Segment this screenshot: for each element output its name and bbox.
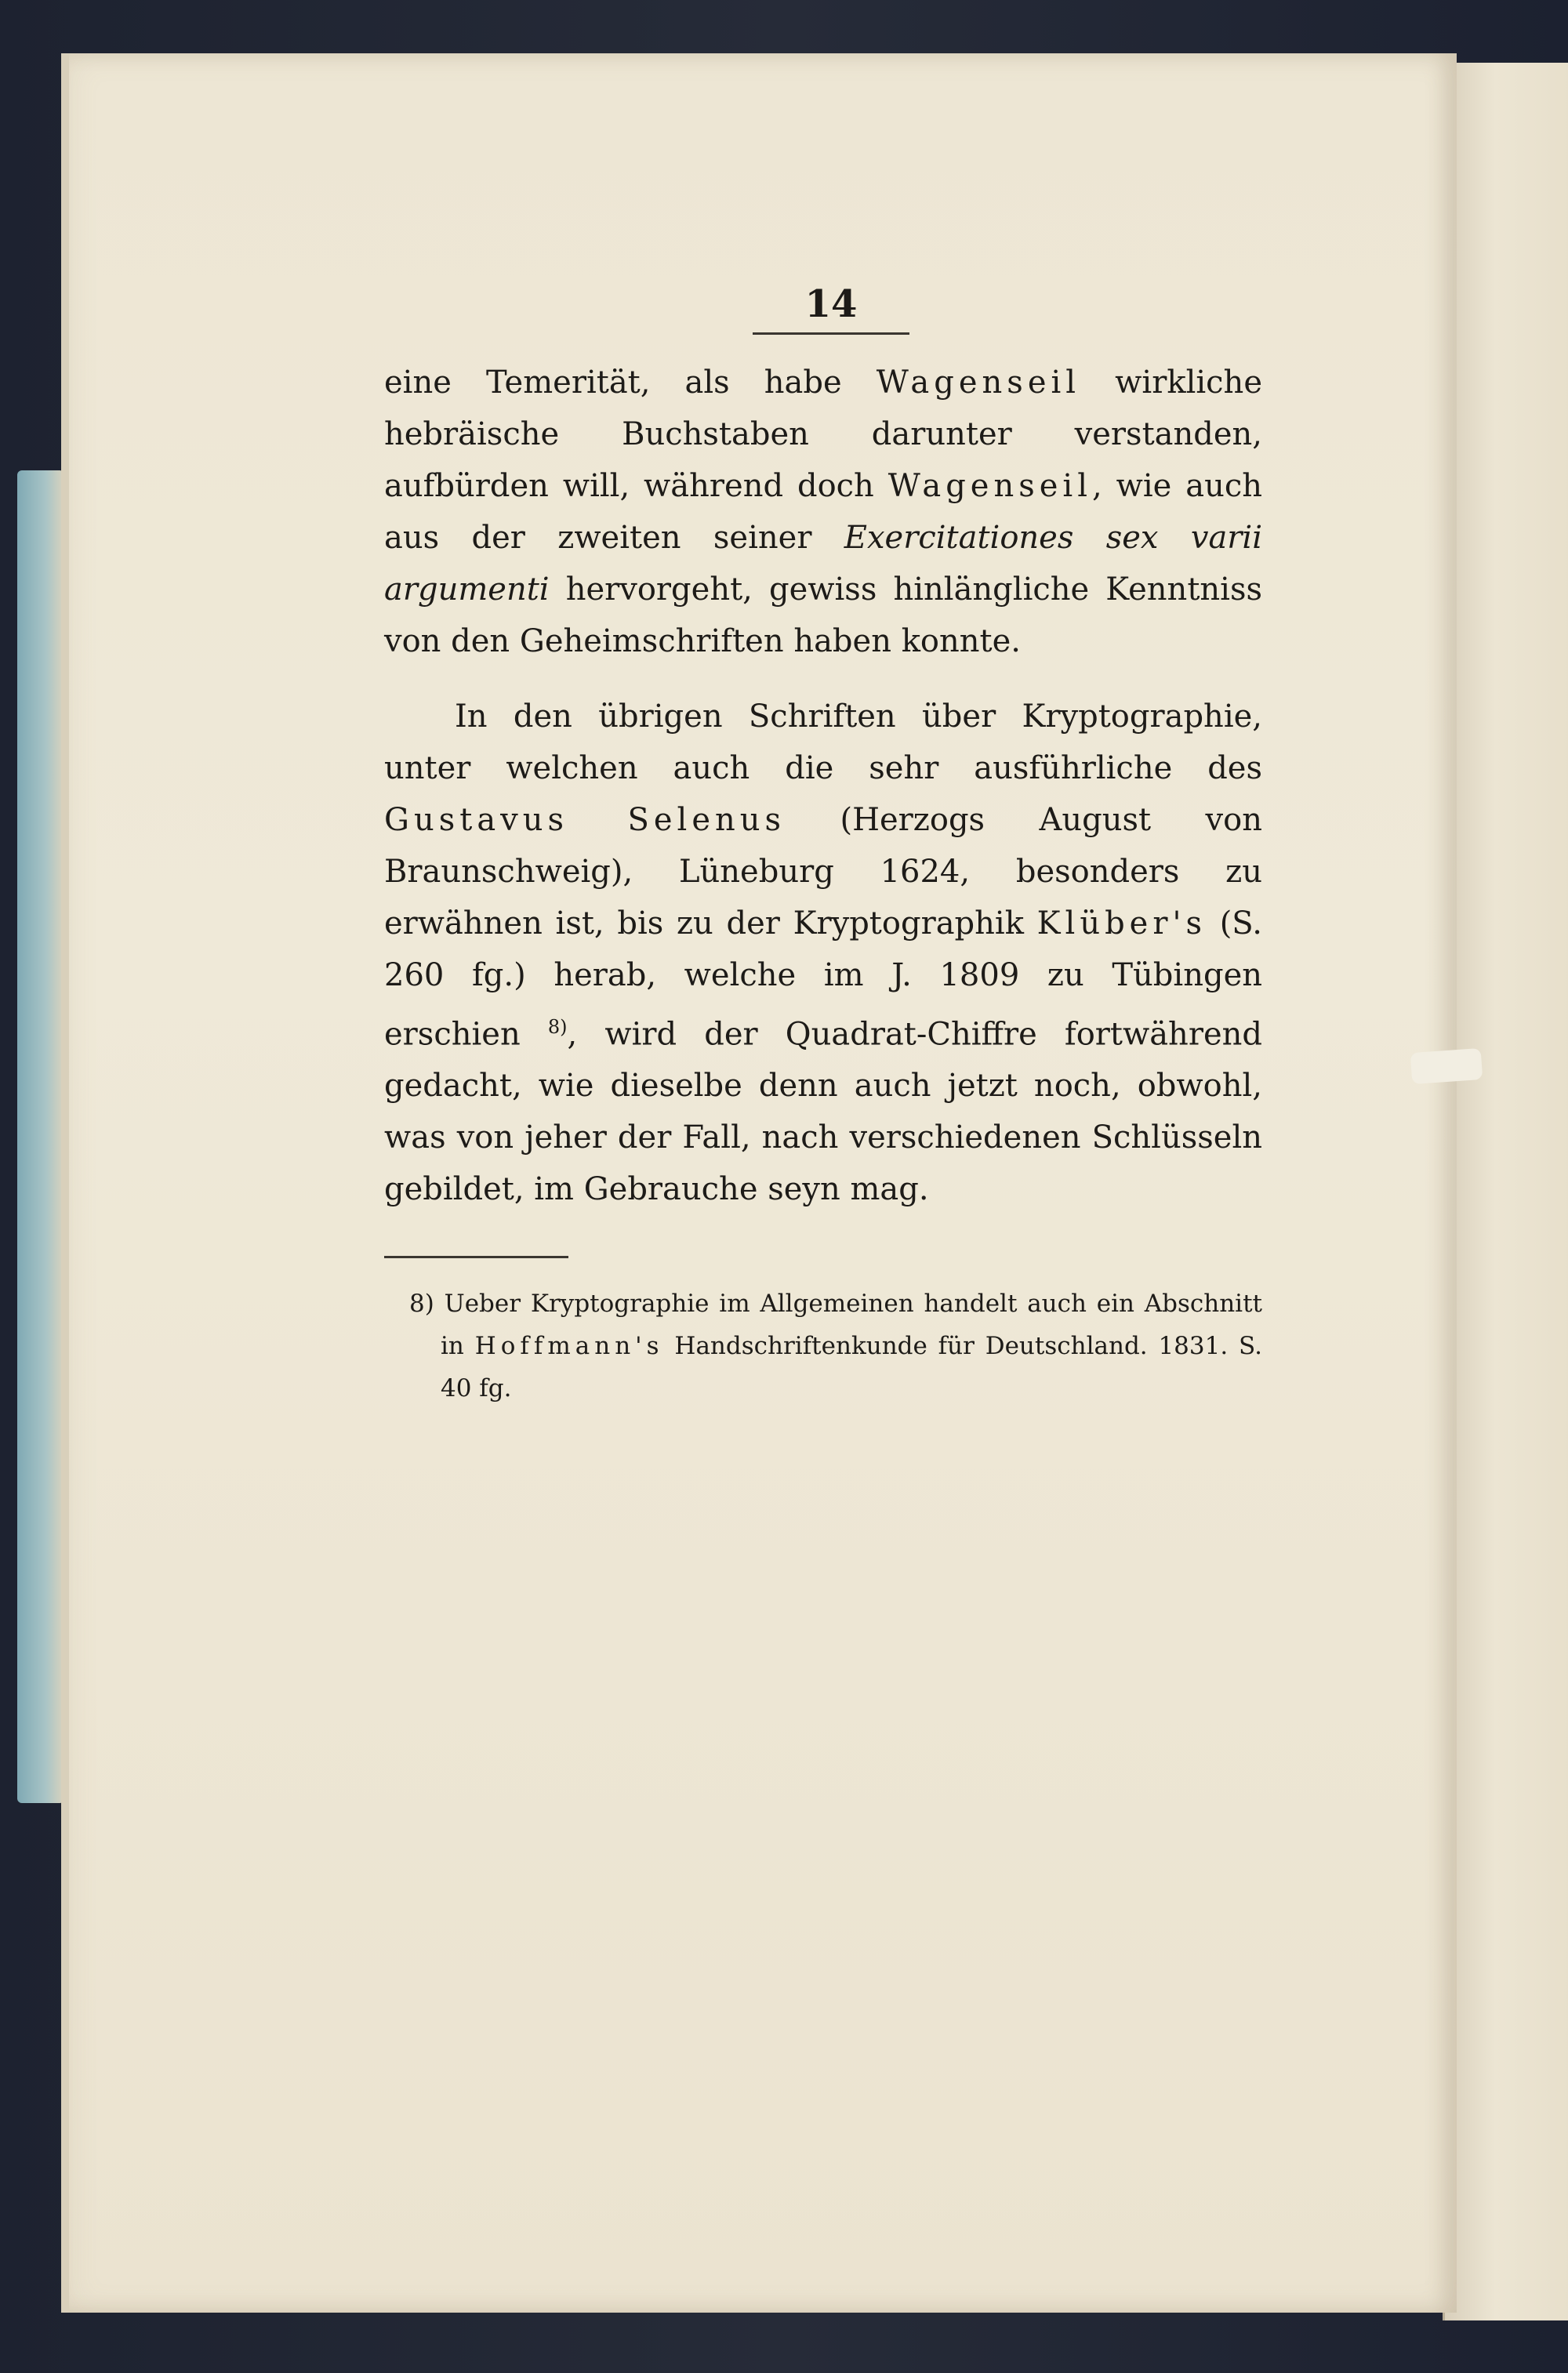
paragraph-1 xyxy=(384,357,1262,667)
text-run: 8) Ueber Kryptographie im Allgemeinen handelt auch ein Abschnitt in xyxy=(409,1290,1262,1361)
text-run: In den übrigen Schriften über Kryptographie, unter welchen auch die sehr ausführliche des xyxy=(384,698,1262,786)
text-run: (Herzogs August von Braunschweig), Lüneburg 1624, besonders zu erwähnen ist, bis zu der Kryptographik xyxy=(384,802,1262,942)
page-number-rule xyxy=(753,332,909,335)
paper-tab xyxy=(1410,1048,1483,1084)
text-run: wirkliche hebräische Buchstaben darunter verstanden, aufbürden will, während doch xyxy=(384,365,1262,504)
text-run: (S. 260 fg.) herab, welche im J. 1809 zu Tübingen erschien xyxy=(384,905,1262,1053)
text-run: Handschriftenkunde für Deutschland. 1831. S. 40 fg. xyxy=(441,1332,1263,1403)
page-number: 14 xyxy=(804,282,858,326)
spaced-name: Hoffmann's xyxy=(474,1332,664,1361)
spaced-name: Wagenseil xyxy=(887,468,1093,504)
page-stack-edge xyxy=(17,470,64,1803)
text-run: , wie auch aus der zweiten seiner xyxy=(384,468,1262,556)
footnote-8 xyxy=(384,1283,1262,1410)
facing-page-edge xyxy=(1443,63,1568,2320)
page-content xyxy=(384,282,1262,1434)
text-run: hervorgeht, gewiss hinlängliche Kenntniss von den Geheimschriften haben konnte. xyxy=(384,571,1262,659)
footnote-marker: 8) xyxy=(547,1016,568,1038)
text-run: eine Temerität, als habe xyxy=(384,365,877,401)
spaced-name: Wagenseil xyxy=(876,365,1081,401)
spaced-name: Klüber's xyxy=(1036,905,1207,942)
text-run: , wird der Quadrat-Chiffre fortwährend gedacht, wie dieselbe denn auch jetzt noch, obwohl, was von jeher der Fall, nach verschiedenen Schlüsseln gebildet, im Gebrauche seyn mag. xyxy=(384,1016,1262,1208)
footnote-rule xyxy=(384,1256,568,1258)
paragraph-2 xyxy=(384,691,1262,1215)
italic-title: Exercitationes sex varii argumenti xyxy=(384,520,1262,608)
spaced-name: Gustavus Selenus xyxy=(384,802,786,838)
